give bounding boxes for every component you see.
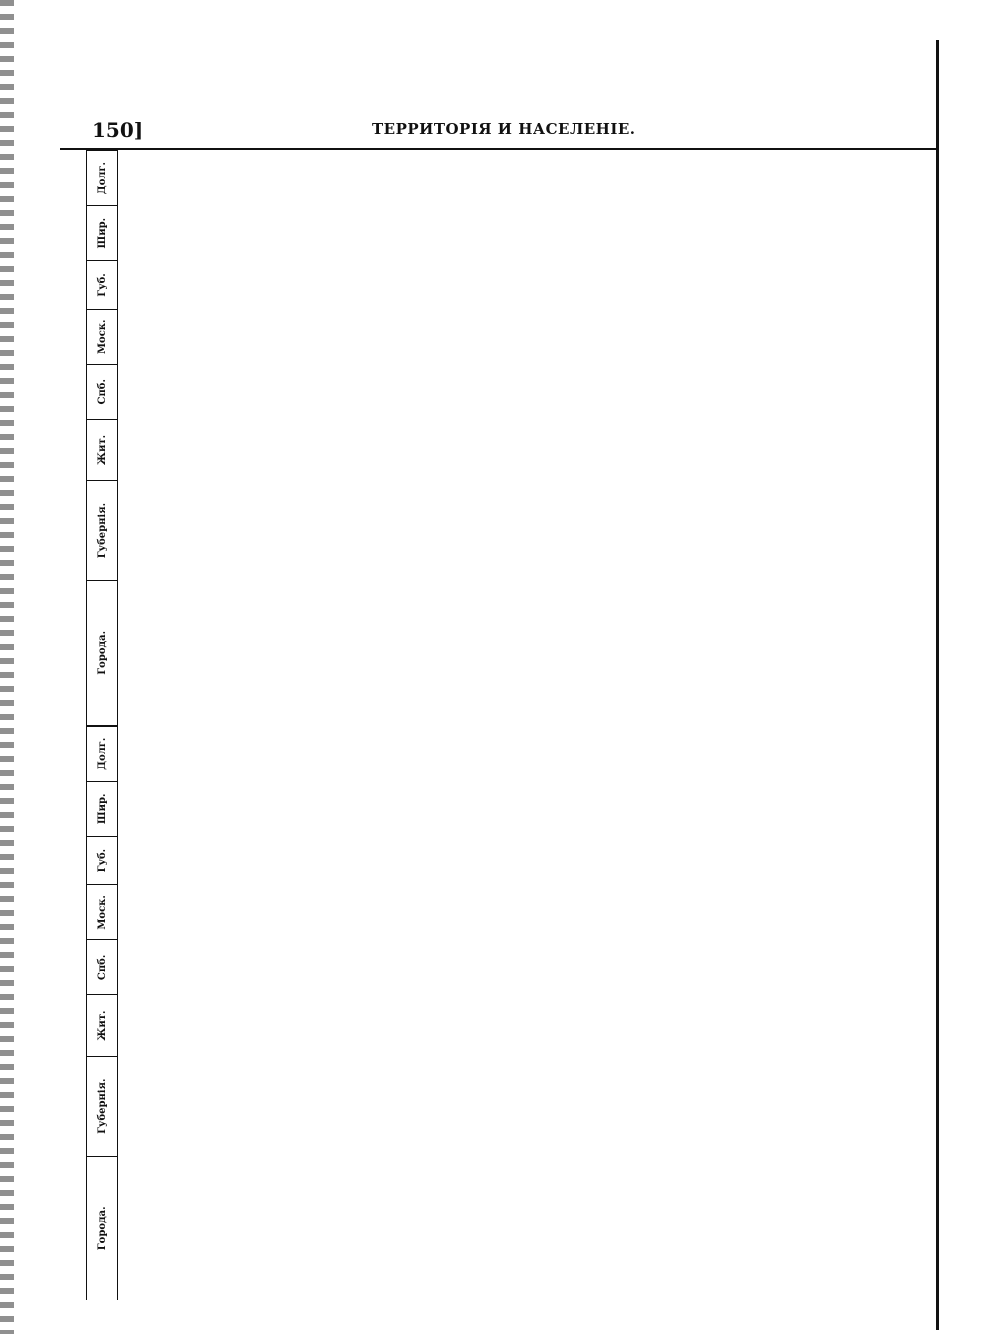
column-header: Губернія.	[87, 481, 118, 581]
column-header: Губернія.	[87, 1056, 118, 1156]
column-header: Спб.	[87, 364, 118, 419]
column-header: Губ.	[87, 261, 118, 310]
column-header: Моск.	[87, 885, 118, 940]
column-header: Жит.	[87, 419, 118, 480]
column-header: Долг.	[87, 726, 118, 782]
column-header: Долг.	[87, 151, 118, 206]
column-header: Шир.	[87, 781, 118, 836]
column-header-row	[87, 151, 118, 1301]
running-head	[92, 118, 652, 144]
column-header: Шир.	[87, 206, 118, 261]
column-header: Города.	[87, 580, 118, 725]
town-table	[87, 150, 118, 1300]
section-title: ТЕРРИТОРІЯ И НАСЕЛЕНІЕ.	[372, 120, 636, 138]
column-header: Моск.	[87, 309, 118, 364]
column-header: Жит.	[87, 995, 118, 1056]
column-header: Губ.	[87, 836, 118, 885]
column-header: Города.	[87, 1156, 118, 1300]
column-header: Спб.	[87, 940, 118, 995]
scan-edge	[0, 0, 14, 1334]
gazetteer-table	[86, 150, 937, 1300]
page-number: 150]	[92, 118, 144, 142]
